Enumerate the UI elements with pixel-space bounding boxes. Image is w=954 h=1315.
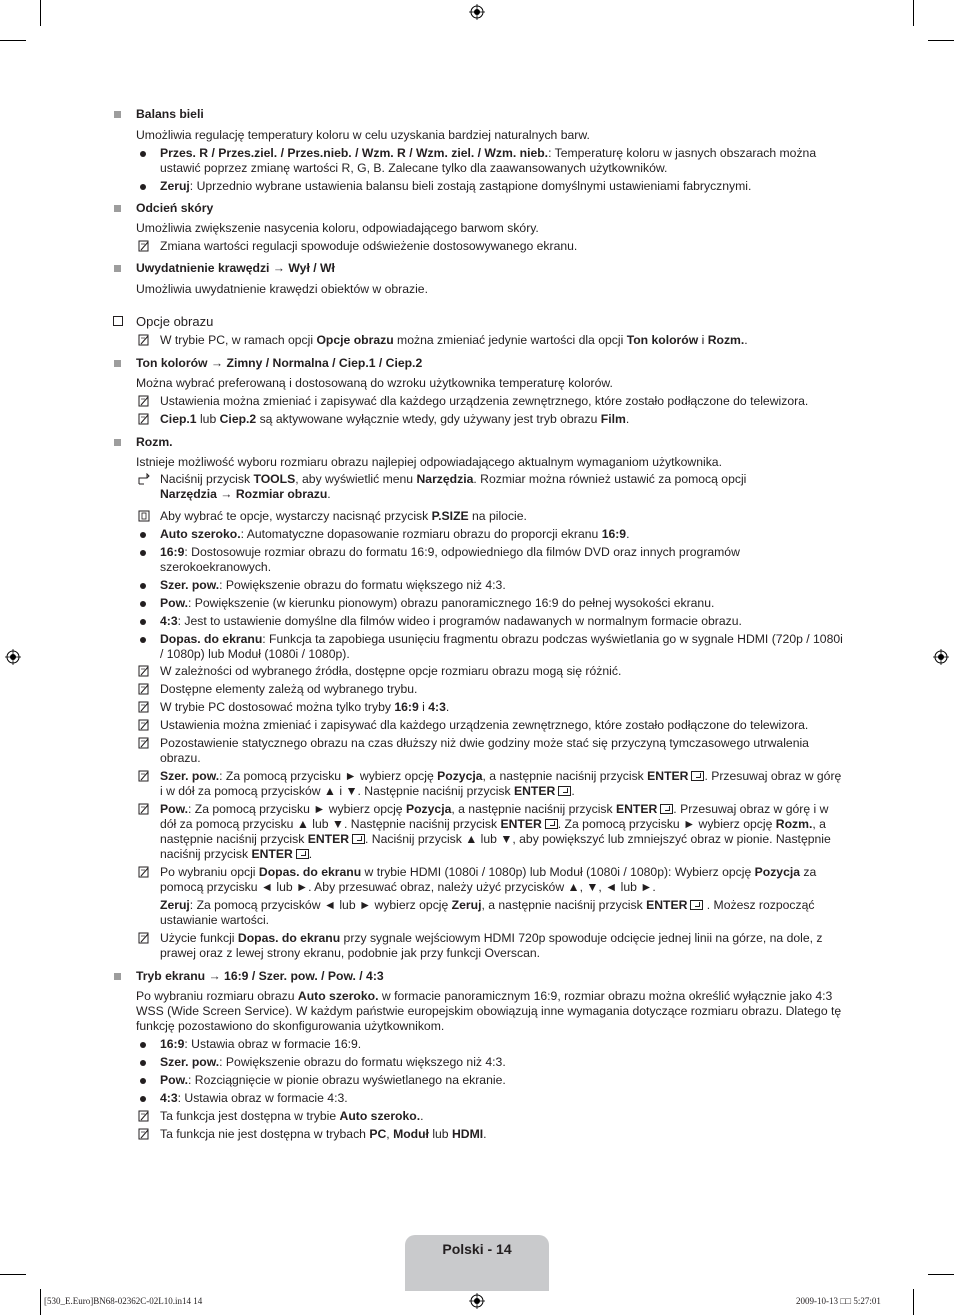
note-icon	[138, 395, 150, 407]
list-item: 16:9: Dostosowuje rozmiar obrazu do formatu 16:9, odpowiedniego dla filmów DVD oraz innych programów szerokoekranowych.	[113, 545, 845, 575]
note: Pozostawienie statycznego obrazu na czas dłuższy niż dwie godziny może stać się przyczyną tymczasowego utrwalenia obrazu.	[113, 736, 845, 766]
note: Dostępne elementy zależą od wybranego trybu.	[113, 682, 845, 697]
list-item: Szer. pow.: Powiększenie obrazu do formatu większego niż 4:3.	[113, 1055, 845, 1070]
list-item: Szer. pow.: Powiększenie obrazu do formatu większego niż 4:3.	[113, 578, 845, 593]
crop-mark	[0, 40, 26, 41]
crop-mark	[0, 1274, 26, 1275]
list-item: Zeruj: Uprzednio wybrane ustawienia balansu bieli zostają zastąpione domyślnymi ustawieniami fabrycznymi.	[113, 179, 845, 194]
crop-mark	[40, 0, 41, 26]
paragraph: Po wybraniu rozmiaru obrazu Auto szeroko. w formacie panoramicznym 16:9, rozmiar obrazu można określić wyłącznie jako 4:3 WSS (Wide Screen Service). W każdym państwie europejskim obowiązują inne wymagania dotyczące rozmiaru obrazu. Dlatego tę funkcję pozostawiono do skonfigurowania użytkownikom.	[136, 989, 842, 1033]
note-icon	[138, 1128, 150, 1140]
list-item: Pow.: Rozciągnięcie w pionie obrazu wyświetlanego na ekranie.	[113, 1073, 845, 1088]
remote-icon	[138, 510, 150, 522]
crop-mark	[928, 1274, 954, 1275]
registration-mark-icon	[469, 4, 485, 20]
note-icon	[138, 737, 150, 749]
note: Ta funkcja jest dostępna w trybie Auto szeroko..	[113, 1109, 845, 1124]
note-icon	[138, 719, 150, 731]
note: W trybie PC dostosować można tylko tryby 16:9 i 4:3.	[113, 700, 845, 715]
note-icon	[138, 665, 150, 677]
note-icon	[138, 413, 150, 425]
note-icon	[138, 803, 150, 815]
note: Po wybraniu opcji Dopas. do ekranu w trybie HDMI (1080i / 1080p) lub Moduł (1080i / 1080p): Wybierz opcję Pozycja za pomocą przycisku ◄ lub ►. Aby przesuwać obraz, należy użyć przycisków ▲, ▼, ◄ lub ►.	[113, 865, 845, 895]
note-icon	[138, 683, 150, 695]
note-icon	[138, 334, 150, 346]
list-item: Przes. R / Przes.ziel. / Przes.nieb. / Wzm. R / Wzm. ziel. / Wzm. nieb.: Temperaturę koloru w jasnych obszarach można ustawić poprzez zmianę wartości R, G, B. Zalecane tylko dla zaawansowanych użytkowników.	[113, 146, 845, 176]
paragraph: Umożliwia zwiększenie nasycenia koloru, odpowiadającego barwom skóry.	[136, 221, 539, 235]
note: Szer. pow.: Za pomocą przycisku ► wybierz opcję Pozycja, a następnie naciśnij przycisk ENTER . Przesuwaj obraz w górę i w dół za pomocą przycisków ▲ i ▼. Następnie naciśnij przycisk ENTER .	[113, 769, 845, 799]
note: Ta funkcja nie jest dostępna w trybach PC, Moduł lub HDMI.	[113, 1127, 845, 1142]
enter-icon	[545, 819, 558, 829]
list-item: 4:3: Jest to ustawienie domyślne dla filmów wideo i programów nadawanych w normalnym formacie obrazu.	[113, 614, 845, 629]
tools-note: Naciśnij przycisk TOOLS, aby wyświetlić menu Narzędzia. Rozmiar można również ustawić za pomocą opcji Narzędzia → Rozmiar obrazu.	[113, 472, 845, 502]
remote-note: Aby wybrać te opcje, wystarczy nacisnąć przycisk P.SIZE na pilocie.	[113, 509, 845, 524]
heading-uwydatnienie: Uwydatnienie krawędzi → Wył / Wł	[113, 261, 845, 276]
note: Ustawienia można zmieniać i zapisywać dla każdego urządzenia zewnętrznego, które zostało podłączone do telewizora.	[113, 718, 845, 733]
crop-mark	[913, 0, 914, 26]
heading-odcien-skory: Odcień skóry	[113, 201, 845, 216]
page-number: Polski - 14	[442, 1241, 512, 1257]
note-icon	[138, 240, 150, 252]
paragraph: Umożliwia regulację temperatury koloru w celu uzyskania bardziej naturalnych barw.	[136, 128, 590, 142]
list-item: 4:3: Ustawia obraz w formacie 4:3.	[113, 1091, 845, 1106]
registration-mark-icon	[933, 649, 949, 665]
enter-icon	[690, 900, 703, 910]
note: W zależności od wybranego źródła, dostępne opcje rozmiaru obrazu mogą się różnić.	[113, 664, 845, 679]
list-item: 16:9: Ustawia obraz w formacie 16:9.	[113, 1037, 845, 1052]
enter-icon	[296, 849, 309, 859]
note-icon	[138, 701, 150, 713]
enter-icon	[558, 786, 571, 796]
enter-icon	[691, 771, 704, 781]
crop-mark	[913, 1289, 914, 1315]
print-slug-left: [530_E.Euro]BN68-02362C-02L10.in14 14	[44, 1296, 203, 1306]
paragraph: Istnieje możliwość wyboru rozmiaru obrazu najlepiej odpowiadającego aktualnym wymaganiom użytkownika.	[136, 455, 722, 469]
print-slug-right: 2009-10-13 □□ 5:27:01	[796, 1296, 881, 1306]
heading-rozm: Rozm.	[113, 435, 845, 450]
enter-icon	[352, 834, 365, 844]
paragraph: Umożliwia uwydatnienie krawędzi obiektów w obrazie.	[136, 282, 428, 296]
note: Zmiana wartości regulacji spowoduje odświeżenie dostosowywanego ekranu.	[113, 239, 845, 254]
registration-mark-icon	[5, 649, 21, 665]
list-item: Pow.: Powiększenie (w kierunku pionowym) obrazu panoramicznego 16:9 do pełnej wysokości ekranu.	[113, 596, 845, 611]
note-icon	[138, 770, 150, 782]
registration-mark-icon	[469, 1293, 485, 1309]
heading-ton-kolorow: Ton kolorów → Zimny / Normalna / Ciep.1 / Ciep.2	[113, 356, 845, 371]
note: Ustawienia można zmieniać i zapisywać dla każdego urządzenia zewnętrznego, które zostało podłączone do telewizora.	[113, 394, 845, 409]
heading-balans-bieli: Balans bieli	[113, 107, 845, 122]
note: Pow.: Za pomocą przycisku ► wybierz opcję Pozycja, a następnie naciśnij przycisk ENTER . Przesuwaj obraz w górę i w dół za pomocą przycisku ▲ lub ▼. Następnie naciśnij przycisk ENTER . Za pomocą przycisku ► wybierz opcję Rozm., a następnie naciśnij przycisk ENTER . Naciśnij przycisk ▲ lub ▼, aby powiększyć lub zmniejszyć obraz w pionie. Następnie naciśnij przycisk ENTER .	[113, 802, 845, 862]
list-item: Auto szeroko.: Automatyczne dopasowanie rozmiaru obrazu do proporcji ekranu 16:9.	[113, 527, 845, 542]
note-icon	[138, 866, 150, 878]
manual-content	[113, 107, 845, 1142]
note: Użycie funkcji Dopas. do ekranu przy sygnale wejściowym HDMI 720p spowoduje odcięcie jednej linii na górze, na dole, z prawej oraz z lewej strony ekranu, podobnie jak przy funkcji Overscan.	[113, 931, 845, 961]
note-sub: Zeruj: Za pomocą przycisków ◄ lub ► wybierz opcję Zeruj, a następnie naciśnij przycisk ENTER . Możesz rozpocząć ustawianie wartości.	[160, 898, 815, 927]
note-icon	[138, 932, 150, 944]
note-icon	[138, 1110, 150, 1122]
heading-tryb-ekranu: Tryb ekranu → 16:9 / Szer. pow. / Pow. / 4:3	[113, 969, 845, 984]
note: Ciep.1 lub Ciep.2 są aktywowane wyłącznie wtedy, gdy używany jest tryb obrazu Film.	[113, 412, 845, 427]
tools-icon	[138, 473, 150, 485]
list-item: Dopas. do ekranu: Funkcja ta zapobiega usunięciu fragmentu obrazu podczas wyświetlania go w sygnale HDMI (720p / 1080i / 1080p) lub Moduł (1080i / 1080p).	[113, 632, 845, 662]
note: W trybie PC, w ramach opcji Opcje obrazu można zmieniać jedynie wartości dla opcji Ton kolorów i Rozm..	[113, 333, 845, 348]
enter-icon	[660, 804, 673, 814]
crop-mark	[928, 40, 954, 41]
crop-mark	[40, 1289, 41, 1315]
paragraph: Można wybrać preferowaną i dostosowaną do wzroku użytkownika temperaturę kolorów.	[136, 376, 613, 390]
section-title-opcje-obrazu: Opcje obrazu	[113, 314, 845, 329]
